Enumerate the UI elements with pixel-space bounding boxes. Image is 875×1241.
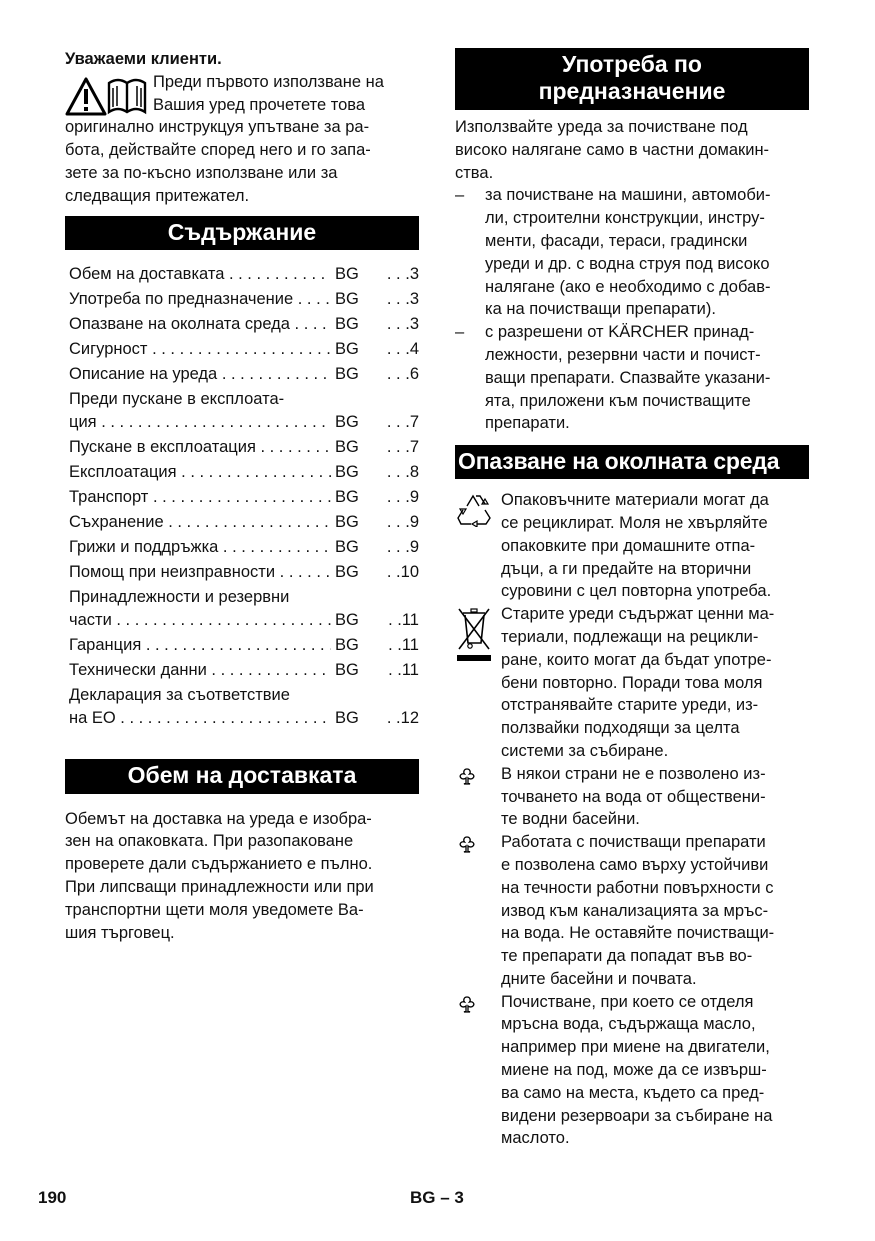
toc-entry-page: . . . 4 [375, 337, 419, 362]
delivery-line: Обемът на доставка на уреда е изобра- [65, 809, 372, 828]
use-intro-line: ства. [455, 163, 494, 182]
toc-entry-title: на ЕО . . . [69, 706, 331, 731]
env-note-item [455, 831, 809, 991]
env-line: извод към канализацията за мръс- [501, 901, 769, 920]
toc-entry-title-line: Принадлежности и резервни [69, 587, 290, 606]
env-line: Работата с почистващи препарати [501, 833, 766, 852]
toc-entry-lang: BG [335, 708, 359, 727]
toc-entry-title: Обем на доставката . . . [69, 262, 331, 287]
env-line: Почистване, при което се отделя [501, 992, 754, 1011]
env-recycle-item [455, 489, 809, 603]
toc-entry-title: Описание на уреда . . . [69, 362, 331, 387]
page-code: BG – 3 [410, 1188, 464, 1207]
toc-entry[interactable] [69, 287, 419, 312]
greeting: Уважаеми клиенти. [65, 50, 222, 68]
toc-entry-lang: BG [335, 635, 359, 654]
intro-line: следващия притежател. [65, 186, 250, 205]
toc-entry[interactable] [69, 510, 419, 535]
env-line: миене на под, може да се извърш- [501, 1061, 767, 1080]
delivery-text [65, 808, 419, 945]
toc-entry-page: . . . 8 [375, 460, 419, 485]
bullet-dash: – [455, 323, 465, 342]
toc-entry-lang: BG [335, 339, 359, 358]
delivery-line: зен на опаковката. При разопаковане [65, 832, 354, 851]
intended-use-heading-line: предназначение [538, 78, 726, 104]
toc-entry-title: Опазване на околната среда . . . [69, 312, 331, 337]
delivery-line: проверете дали съдържанието е пълно. [65, 855, 373, 874]
toc-entry-title: Помощ при неизправности . . . [69, 560, 331, 585]
toc-entry-title-line: Преди пускане в експлоата- [69, 389, 285, 408]
use-intro-line: Използвайте уреда за почистване под [455, 118, 748, 136]
toc-entry-page: . . . 7 [375, 410, 419, 435]
env-line: бени повторно. Поради това моля [501, 673, 763, 692]
toc-entry-page: . . . 6 [375, 362, 419, 387]
toc-entry-page: . . 11 [375, 658, 419, 683]
env-line: ране, които могат да бъдат употре- [501, 650, 772, 669]
env-note-item [455, 991, 809, 1151]
env-line: на вода. Не оставяйте почистващи- [501, 924, 775, 943]
bullet-line: лежности, резервни части и почист- [485, 345, 761, 364]
intended-use-heading-line: Употреба по [562, 51, 702, 77]
toc-entry-page: . . . 7 [375, 435, 419, 460]
toc-entry-page: . . . 9 [375, 510, 419, 535]
env-line: дните басейни и почвата. [501, 969, 697, 988]
env-line: те препарати да попадат във во- [501, 947, 753, 966]
toc-entry-title: части . . . [69, 608, 331, 633]
env-line: опаковките при домашните отпа- [501, 536, 756, 555]
env-weee-item [455, 603, 809, 763]
toc-entry[interactable] [69, 587, 419, 633]
bullet-item [455, 184, 809, 321]
env-line: е позволена само върху устойчиви [501, 855, 769, 874]
toc-entry-lang: BG [335, 610, 359, 629]
environment-tree-icon [455, 834, 479, 854]
env-line: Старите уреди съдържат ценни ма- [501, 605, 775, 624]
intro-block [65, 71, 419, 208]
env-line: точването на вода от обществени- [501, 787, 766, 806]
env-line: В някои страни не е позволено из- [501, 764, 766, 783]
intro-line: бота, действайте според него и го запа- [65, 141, 371, 160]
env-line: на течности работни повърхности с [501, 878, 774, 897]
toc-entry-lang: BG [335, 487, 359, 506]
toc-entry-lang: BG [335, 537, 359, 556]
env-line: ва само на места, където са пред- [501, 1083, 765, 1102]
intended-use-text [455, 116, 809, 435]
toc-entry[interactable] [69, 535, 419, 560]
toc-entry-page: . . 12 [375, 706, 419, 731]
env-line: те водни басейни. [501, 810, 640, 829]
toc-entry-page: . . 11 [375, 608, 419, 633]
table-of-contents [65, 262, 419, 731]
toc-entry-lang: BG [335, 437, 359, 456]
environment-text [455, 489, 809, 1150]
env-line: териали, подлежащи на рецикли- [501, 627, 759, 646]
warning-triangle-book-icon [65, 74, 149, 118]
env-line: суровини с цел повторна употреба. [501, 582, 772, 601]
intro-line: Преди първото използване на [153, 72, 384, 91]
right-column [455, 48, 809, 1150]
toc-entry-lang: BG [335, 364, 359, 383]
toc-entry-title: Употреба по предназначение . . . [69, 287, 331, 312]
toc-entry-page: . . . 3 [375, 262, 419, 287]
env-line: се рециклират. Моля не хвърляйте [501, 513, 768, 532]
page-number: 190 [38, 1188, 67, 1207]
env-line: мръсна вода, съдържаща масло, [501, 1015, 756, 1034]
env-note-item [455, 763, 809, 831]
toc-entry-title: Транспорт . . . [69, 485, 331, 510]
toc-entry-title: Технически данни . . . [69, 658, 331, 683]
warning-manual-icons [65, 74, 149, 118]
toc-entry-lang: BG [335, 562, 359, 581]
delivery-line: При липсващи принадлежности или при [65, 877, 374, 896]
toc-entry[interactable] [69, 560, 419, 585]
crossed-bin-icon [455, 605, 493, 669]
env-line: видени резервоари за събиране на [501, 1106, 773, 1125]
toc-entry[interactable] [69, 685, 419, 731]
toc-entry[interactable] [69, 312, 419, 337]
bullet-line: ята, приложени към почистващите [485, 391, 751, 410]
env-line: системи за събиране. [501, 741, 669, 760]
toc-entry-title: Грижи и поддръжка . . . [69, 535, 331, 560]
use-intro-line: високо налягане само в частни домакин- [455, 140, 770, 159]
toc-entry-page: . . . 3 [375, 312, 419, 337]
bullet-line: с разрешени от KÄRCHER принад- [485, 323, 755, 342]
toc-entry[interactable] [69, 262, 419, 287]
bullet-line: налягане (ако е необходимо с добав- [485, 277, 771, 296]
toc-entry-title: Сигурност . . . [69, 337, 331, 362]
toc-entry-page: . . 11 [375, 633, 419, 658]
toc-entry-lang: BG [335, 660, 359, 679]
toc-entry[interactable] [69, 460, 419, 485]
delivery-line: транспортни щети моля уведомете Ва- [65, 900, 364, 919]
intended-use-heading [455, 48, 809, 110]
toc-entry-lang: BG [335, 512, 359, 531]
toc-entry-title-line: Декларация за съответствие [69, 685, 290, 704]
bullet-line: за почистване на машини, автомоби- [485, 186, 771, 205]
env-line: Опаковъчните материали могат да [501, 491, 769, 510]
environment-heading: Опазване на околната среда [455, 445, 809, 479]
toc-entry[interactable] [69, 435, 419, 460]
toc-entry[interactable] [69, 633, 419, 658]
toc-entry-title: Гаранция . . . [69, 633, 331, 658]
toc-entry-lang: BG [335, 314, 359, 333]
bullet-line: ка на почистващи препарати). [485, 300, 716, 319]
intro-line: зете за по-късно използване или за [65, 163, 338, 182]
toc-entry-page: . . 10 [375, 560, 419, 585]
env-line: ползвайки подходящи за целта [501, 719, 740, 738]
toc-entry-lang: BG [335, 462, 359, 481]
env-line: дъци, а ги предайте на вторични [501, 559, 752, 578]
toc-entry[interactable] [69, 485, 419, 510]
toc-entry[interactable] [69, 658, 419, 683]
toc-heading: Съдържание [65, 216, 419, 250]
toc-entry-page: . . . 9 [375, 535, 419, 560]
intro-line: оригинално инструкцуя упътване за ра- [65, 118, 370, 137]
toc-entry-title: Пускане в експлоатация . . . [69, 435, 331, 460]
delivery-line: шия търговец. [65, 923, 175, 942]
env-line: например при миене на двигатели, [501, 1038, 770, 1057]
toc-entry-page: . . . 9 [375, 485, 419, 510]
toc-entry-lang: BG [335, 264, 359, 283]
toc-entry-lang: BG [335, 289, 359, 308]
bullet-line: препарати. [485, 414, 570, 433]
intro-line: Вашия уред прочетете това [153, 95, 366, 114]
environment-tree-icon [455, 766, 479, 786]
toc-entry[interactable] [69, 337, 419, 362]
bullet-dash: – [455, 186, 465, 205]
env-line: маслото. [501, 1129, 570, 1148]
recycle-icon [455, 491, 493, 527]
toc-entry-title: Съхранение . . . [69, 510, 331, 535]
delivery-heading: Обем на доставката [65, 759, 419, 794]
bullet-line: уреди и др. с водна струя под високо [485, 254, 770, 273]
bullet-line: менти, фасади, тераси, градински [485, 231, 748, 250]
toc-entry-page: . . . 3 [375, 287, 419, 312]
toc-entry-title: Експлоатация . . . [69, 460, 331, 485]
bullet-item [455, 321, 809, 435]
bullet-line: ващи препарати. Спазвайте указани- [485, 368, 771, 387]
toc-entry[interactable] [69, 389, 419, 435]
bullet-line: ли, строителни конструкции, инстру- [485, 209, 765, 228]
left-column [65, 48, 419, 944]
toc-entry-title: ция . . . [69, 410, 331, 435]
environment-tree-icon [455, 994, 479, 1014]
env-line: отстранявайте старите уреди, из- [501, 696, 759, 715]
toc-entry[interactable] [69, 362, 419, 387]
toc-entry-lang: BG [335, 412, 359, 431]
